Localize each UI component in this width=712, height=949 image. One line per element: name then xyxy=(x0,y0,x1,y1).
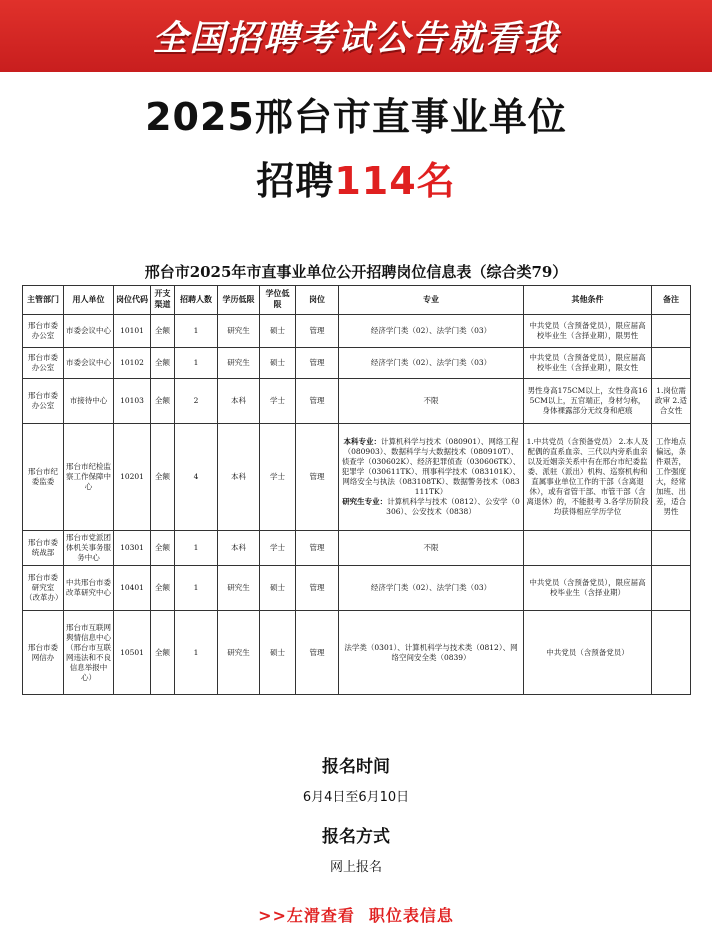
cell-funding: 全额 xyxy=(151,424,175,531)
cell-degree: 学士 xyxy=(260,531,296,566)
cell-major: 经济学门类（02）、法学门类（03） xyxy=(339,566,524,611)
swipe-hint[interactable] xyxy=(0,903,712,926)
cell-other: 男性身高175CM以上，女性身高165CM以上，五官端正，身材匀称，身体裸露部分无纹身和疤痕 xyxy=(524,379,652,424)
table-header-row xyxy=(23,286,691,315)
cell-major: 法学类（0301）、计算机科学与技术类（0812）、网络空间安全类（0839） xyxy=(339,611,524,695)
cell-post: 管理 xyxy=(296,531,339,566)
cell-unit: 邢台市党派团体机关事务服务中心 xyxy=(64,531,114,566)
swipe-hint-right: 职位表信息 xyxy=(368,906,454,925)
cell-other: 中共党员（含预备党员），限应届高校毕业生（含择业期） xyxy=(524,566,652,611)
cell-note xyxy=(652,611,691,695)
cell-other: 中共党员（含预备党员），限应届高校毕业生（含择业期），限女性 xyxy=(524,348,652,379)
cell-note: 工作地点偏远，条件艰苦，工作强度大，经常加班、出差，适合男性 xyxy=(652,424,691,531)
header-note: 备注 xyxy=(652,286,691,315)
cell-code: 10401 xyxy=(114,566,151,611)
cell-funding: 全额 xyxy=(151,611,175,695)
cell-edu: 本科 xyxy=(218,379,260,424)
header-post: 岗位 xyxy=(296,286,339,315)
cell-count: 4 xyxy=(175,424,218,531)
cell-code: 10103 xyxy=(114,379,151,424)
cell-dept: 邢台市委研究室（改革办） xyxy=(23,566,64,611)
cell-count: 1 xyxy=(175,348,218,379)
cell-dept: 邢台市委办公室 xyxy=(23,348,64,379)
cell-edu: 研究生 xyxy=(218,566,260,611)
cell-note xyxy=(652,348,691,379)
registration-time-value: 6月4日至6月10日 xyxy=(302,790,410,805)
cell-dept: 邢台市委统战部 xyxy=(23,531,64,566)
cell-funding: 全额 xyxy=(151,566,175,611)
cell-major: 经济学门类（02）、法学门类（03） xyxy=(339,348,524,379)
cell-edu: 本科 xyxy=(218,531,260,566)
cell-degree: 学士 xyxy=(260,424,296,531)
cell-unit: 邢台市互联网舆情信息中心（邢台市互联网违法和不良信息举报中心） xyxy=(64,611,114,695)
cell-note: 1.岗位需政审 2.适合女性 xyxy=(652,379,691,424)
cell-code: 10301 xyxy=(114,531,151,566)
table-row xyxy=(23,531,691,566)
cell-note xyxy=(652,531,691,566)
major-pg: 计算机科学与技术（0812）、公安学（0306）、公安技术（0838） xyxy=(386,497,520,517)
table-row xyxy=(23,315,691,348)
cell-unit: 邢台市纪检监察工作保障中心 xyxy=(64,424,114,531)
cell-major: 不限 xyxy=(339,531,524,566)
banner-text: 全国招聘考试公告就看我 xyxy=(152,19,560,59)
cell-post: 管理 xyxy=(296,566,339,611)
cell-count: 2 xyxy=(175,379,218,424)
header-funding: 开支渠道 xyxy=(151,286,175,315)
headline-title: 2025邢台市直事业单位 xyxy=(145,95,567,139)
table-row xyxy=(23,424,691,531)
cell-count: 1 xyxy=(175,531,218,566)
cell-post: 管理 xyxy=(296,424,339,531)
cell-count: 1 xyxy=(175,611,218,695)
cell-post: 管理 xyxy=(296,379,339,424)
cell-other: 中共党员（含预备党员），限应届高校毕业生（含择业期），限男性 xyxy=(524,315,652,348)
headline-count xyxy=(0,150,712,205)
major-ug-label: 本科专业： xyxy=(343,436,382,446)
header-major: 专业 xyxy=(339,286,524,315)
headline-count-number: 114 xyxy=(334,159,417,203)
job-table xyxy=(22,285,691,695)
cell-other: 1.中共党员（含预备党员） 2.本人及配偶的直系血亲、三代以内旁系血亲以及近姻亲关系中有在邢台市纪委监委、派驻（派出）机构、巡察机构和直属事业单位工作的干部（含离退休），或有省管干部、市管干部（含离退休）的，不能报考 3.各学历阶段均获得相应学历学位 xyxy=(524,424,652,531)
cell-post: 管理 xyxy=(296,315,339,348)
headline-count-suffix: 名 xyxy=(416,159,456,203)
table-row xyxy=(23,379,691,424)
top-banner xyxy=(0,0,712,72)
header-count: 招聘人数 xyxy=(175,286,218,315)
cell-edu: 本科 xyxy=(218,424,260,531)
headline-count-prefix: 招聘 xyxy=(256,159,335,203)
header-unit: 用人单位 xyxy=(64,286,114,315)
cell-funding: 全额 xyxy=(151,531,175,566)
cell-edu: 研究生 xyxy=(218,611,260,695)
cell-funding: 全额 xyxy=(151,315,175,348)
cell-unit: 市委会议中心 xyxy=(64,315,114,348)
table-title: 邢台市2025年市直事业单位公开招聘岗位信息表（综合类79） xyxy=(144,263,568,281)
cell-major: 经济学门类（02）、法学门类（03） xyxy=(339,315,524,348)
table-row xyxy=(23,611,691,695)
registration-method-title: 报名方式 xyxy=(322,827,390,847)
major-pg-label: 研究生专业： xyxy=(342,497,388,507)
cell-degree: 硕士 xyxy=(260,348,296,379)
cell-funding: 全额 xyxy=(151,348,175,379)
cell-unit: 市委会议中心 xyxy=(64,348,114,379)
cell-code: 10102 xyxy=(114,348,151,379)
cell-note xyxy=(652,566,691,611)
cell-other: 中共党员（含预备党员） xyxy=(524,611,652,695)
cell-dept: 邢台市委办公室 xyxy=(23,315,64,348)
cell-other xyxy=(524,531,652,566)
cell-count: 1 xyxy=(175,315,218,348)
cell-unit: 中共邢台市委改革研究中心 xyxy=(64,566,114,611)
table-row xyxy=(23,348,691,379)
cell-degree: 硕士 xyxy=(260,566,296,611)
cell-count: 1 xyxy=(175,566,218,611)
cell-note xyxy=(652,315,691,348)
cell-post: 管理 xyxy=(296,348,339,379)
cell-code: 10201 xyxy=(114,424,151,531)
cell-code: 10501 xyxy=(114,611,151,695)
cell-edu: 研究生 xyxy=(218,315,260,348)
major-ug: 计算机科学与技术（080901）、网络工程（080903）、数据科学与大数据技术（080910T）、侦查学（030602K）、经济犯罪侦查（030606TK）、犯罪学（030611TK）、刑事科学技术（083101K）、网络安全与执法（083108TK）、数据警务技术（083111TK） xyxy=(341,436,521,497)
cell-major: 不限 xyxy=(339,379,524,424)
cell-dept: 邢台市委办公室 xyxy=(23,379,64,424)
cell-code: 10101 xyxy=(114,315,151,348)
cell-unit: 市接待中心 xyxy=(64,379,114,424)
cell-edu: 研究生 xyxy=(218,348,260,379)
header-code: 岗位代码 xyxy=(114,286,151,315)
registration-method-value: 网上报名 xyxy=(329,860,382,875)
cell-degree: 学士 xyxy=(260,379,296,424)
cell-degree: 硕士 xyxy=(260,611,296,695)
registration-time-title: 报名时间 xyxy=(322,757,390,777)
cell-dept: 邢台市纪委监委 xyxy=(23,424,64,531)
table-row xyxy=(23,566,691,611)
header-edu: 学历低限 xyxy=(218,286,260,315)
cell-major xyxy=(339,424,524,531)
header-other: 其他条件 xyxy=(524,286,652,315)
cell-dept: 邢台市委网信办 xyxy=(23,611,64,695)
header-dept: 主管部门 xyxy=(23,286,64,315)
cell-degree: 硕士 xyxy=(260,315,296,348)
header-degree: 学位低限 xyxy=(260,286,296,315)
swipe-hint-left: >>左滑查看 xyxy=(258,906,355,925)
cell-post: 管理 xyxy=(296,611,339,695)
cell-funding: 全额 xyxy=(151,379,175,424)
